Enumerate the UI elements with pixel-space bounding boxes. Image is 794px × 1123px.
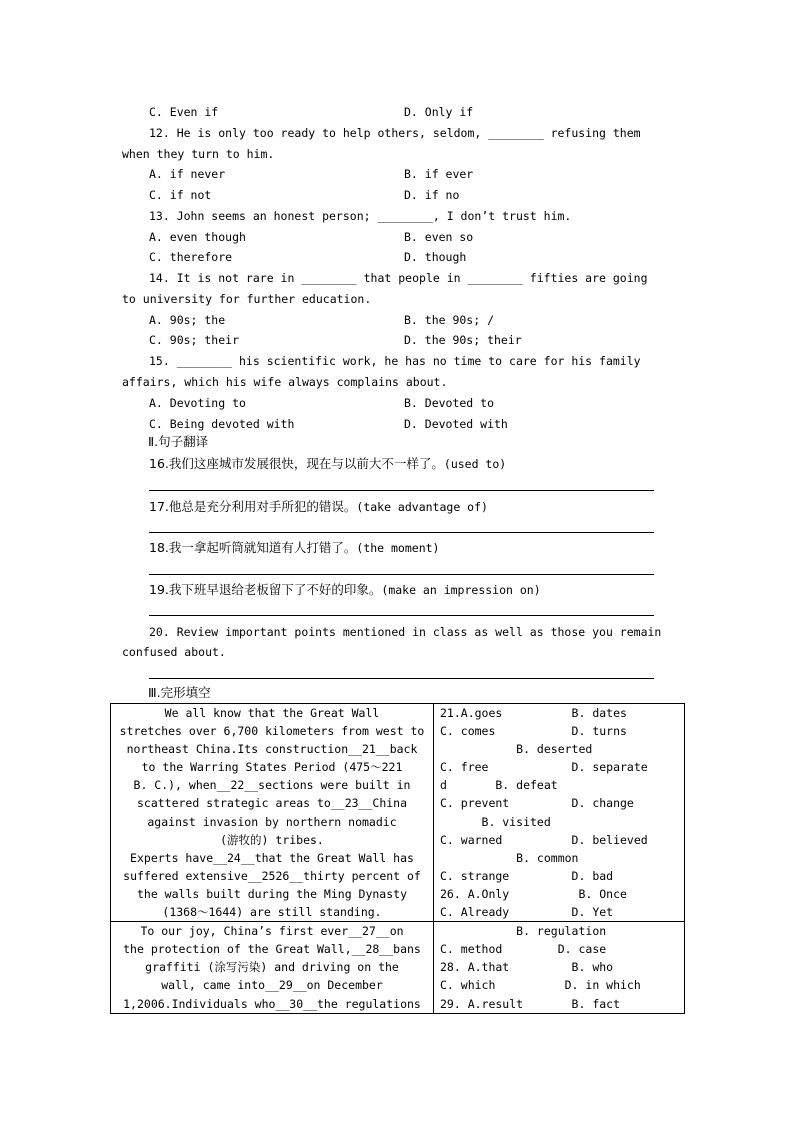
q19-answer-line[interactable] [149, 615, 654, 616]
passage-line [111, 849, 433, 867]
passage-line: (游牧的) tribes. [220, 832, 324, 847]
q17-prompt [149, 500, 488, 514]
option-line: B. deserted [440, 742, 593, 757]
passage-text: thirty percent of [303, 868, 421, 883]
q15-stem-line1: 15. ________ his scientific work, he has no time to care for his family [149, 354, 641, 368]
q20-line2: confused about. [122, 645, 226, 659]
q14-option-c: C. 90s; their [149, 333, 240, 347]
passage-line [111, 794, 433, 812]
q15-option-c: C. Being devoted with [149, 417, 295, 431]
passage-text: northeast China.Its construction [126, 742, 349, 757]
option-line: C. Already D. Yet [440, 905, 614, 920]
passage-text: 1,2006.Individuals who [123, 996, 276, 1011]
blank-22[interactable]: __22__ [216, 778, 259, 793]
option-line: B. common [440, 850, 579, 865]
passage-text: suffered extensive [123, 868, 248, 883]
passage-line [111, 867, 433, 885]
passage-line: (1368～1644) are still standing. [162, 905, 382, 920]
blank-21[interactable]: __21__ [348, 742, 390, 757]
cloze-options-1 [434, 704, 685, 922]
passage-line: against invasion by northern nomadic [147, 814, 397, 829]
q14-stem-line2: to university for further education. [122, 292, 372, 306]
blank-25-26[interactable]: __2526__ [247, 868, 304, 883]
option-line: C. which D. in which [440, 978, 641, 993]
blank-29[interactable]: __29__ [265, 978, 307, 993]
passage-text: bans [393, 942, 421, 957]
q19-hint: (make an impression on) [381, 583, 541, 597]
option-line: C. prevent D. change [440, 796, 634, 811]
option-line: 29. A.result B. fact [440, 996, 621, 1011]
option-line: C. comes D. turns [440, 724, 627, 739]
passage-text: back [389, 742, 418, 757]
option-line: B. visited [440, 814, 551, 829]
q14-option-a: A. 90s; the [149, 313, 226, 327]
passage-text: the protection of the Great Wall, [123, 942, 352, 957]
q12-option-b: B. if ever [404, 167, 474, 181]
option-line: C. method D. case [440, 942, 607, 957]
q13-stem: 13. John seems an honest person; ________, I don’t trust him. [149, 209, 572, 223]
passage-text: that the Great Wall has [254, 850, 414, 865]
passage-line [111, 740, 433, 758]
option-line: 21.A.goes B. dates [440, 706, 627, 720]
q19-prompt [149, 583, 541, 597]
option-line: 26. A.Only B. Once [440, 886, 627, 901]
passage-line: to the Warring States Period (475～221 [141, 760, 403, 775]
cloze-passage-1 [111, 704, 434, 922]
option-line: B. regulation [440, 924, 607, 939]
q13-option-c: C. therefore [149, 250, 233, 264]
option-line: C. free D. separate [440, 760, 648, 775]
passage-text: B. C.), when [133, 778, 217, 793]
passage-line [111, 976, 433, 994]
option-line: C. strange D. bad [440, 868, 614, 883]
q18-chinese: 18.我一拿起听筒就知道有人打错了。 [149, 540, 357, 555]
blank-23[interactable]: __23__ [330, 796, 373, 811]
passage-line: the walls built during the Ming Dynasty [136, 886, 408, 901]
q13-option-b: B. even so [404, 230, 474, 244]
passage-text: China [372, 796, 408, 811]
q16-chinese: 16.我们这座城市发展很快，现在与以前大不一样了。 [149, 456, 444, 471]
blank-30[interactable]: __30__ [275, 996, 317, 1011]
passage-line: We all know that the Great Wall [164, 706, 380, 720]
section-3-title: Ⅲ.完形填空 [148, 685, 211, 700]
option-line: d B. defeat [440, 778, 558, 793]
passage-line: stretches over 6,700 kilometers from west to [119, 724, 425, 739]
q17-hint: (take advantage of) [356, 500, 488, 514]
passage-text: scattered strategic areas to [136, 796, 331, 811]
q15-option-d: D. Devoted with [404, 417, 508, 431]
blank-27[interactable]: __27__ [348, 924, 390, 939]
q18-prompt [149, 541, 439, 555]
passage-text: Experts have [130, 850, 214, 865]
cloze-table [110, 703, 685, 1014]
q12-option-a: A. if never [149, 167, 226, 181]
q18-answer-line[interactable] [149, 574, 654, 575]
q14-stem-line1: 14. It is not rare in ________ that people in ________ fifties are going [149, 271, 648, 285]
q11-option-c: C. Even if [149, 105, 219, 119]
q20-answer-line[interactable] [149, 678, 654, 679]
q12-option-c: C. if not [149, 188, 212, 202]
passage-text: the regulations [317, 996, 421, 1011]
passage-text: wall, came into [161, 978, 266, 993]
q12-option-d: D. if no [404, 188, 460, 202]
passage-line [111, 922, 433, 940]
q18-hint: (the moment) [356, 541, 440, 555]
passage-text: To our joy, China’s first ever [140, 924, 349, 939]
q15-stem-line2: affairs, which his wife always complains about. [122, 375, 448, 389]
q15-option-a: A. Devoting to [149, 396, 246, 410]
q14-option-b: B. the 90s; / [404, 313, 495, 327]
q12-stem-line2: when they turn to him. [122, 147, 275, 161]
cloze-row-2 [111, 922, 685, 1013]
passage-line [111, 995, 433, 1013]
blank-24[interactable]: __24__ [213, 850, 255, 865]
q16-hint: (used to) [443, 457, 507, 471]
blank-28[interactable]: __28__ [351, 942, 394, 957]
q19-chinese: 19.我下班早退给老板留下了不好的印象。 [149, 582, 382, 597]
cloze-row-1 [111, 704, 685, 922]
passage-text: on December [306, 978, 383, 993]
q17-answer-line[interactable] [149, 532, 654, 533]
q14-option-d: D. the 90s; their [404, 333, 522, 347]
q17-chinese: 17.他总是充分利用对手所犯的错误。 [149, 499, 357, 514]
q11-option-d: D. Only if [404, 105, 474, 119]
q13-option-a: A. even though [149, 230, 246, 244]
cloze-passage-2 [111, 922, 434, 1013]
option-line: 28. A.that B. who [440, 960, 614, 975]
q16-prompt [149, 457, 506, 471]
q13-option-d: D. though [404, 250, 467, 264]
passage-line [111, 940, 433, 958]
passage-text: sections were built in [258, 778, 411, 793]
cloze-options-2 [434, 922, 685, 1013]
passage-line: graffiti (涂写污染) and driving on the [145, 960, 399, 975]
passage-line [111, 776, 433, 794]
section-2-title: Ⅱ.句子翻译 [148, 434, 209, 449]
q15-option-b: B. Devoted to [404, 396, 495, 410]
q20-line1: 20. Review important points mentioned in class as well as those you remain [149, 625, 662, 639]
q12-stem-line1: 12. He is only too ready to help others, seldom, ________ refusing them [149, 126, 641, 140]
q16-answer-line[interactable] [149, 490, 654, 491]
passage-text: on [389, 924, 404, 939]
option-line: C. warned D. believed [440, 832, 648, 847]
